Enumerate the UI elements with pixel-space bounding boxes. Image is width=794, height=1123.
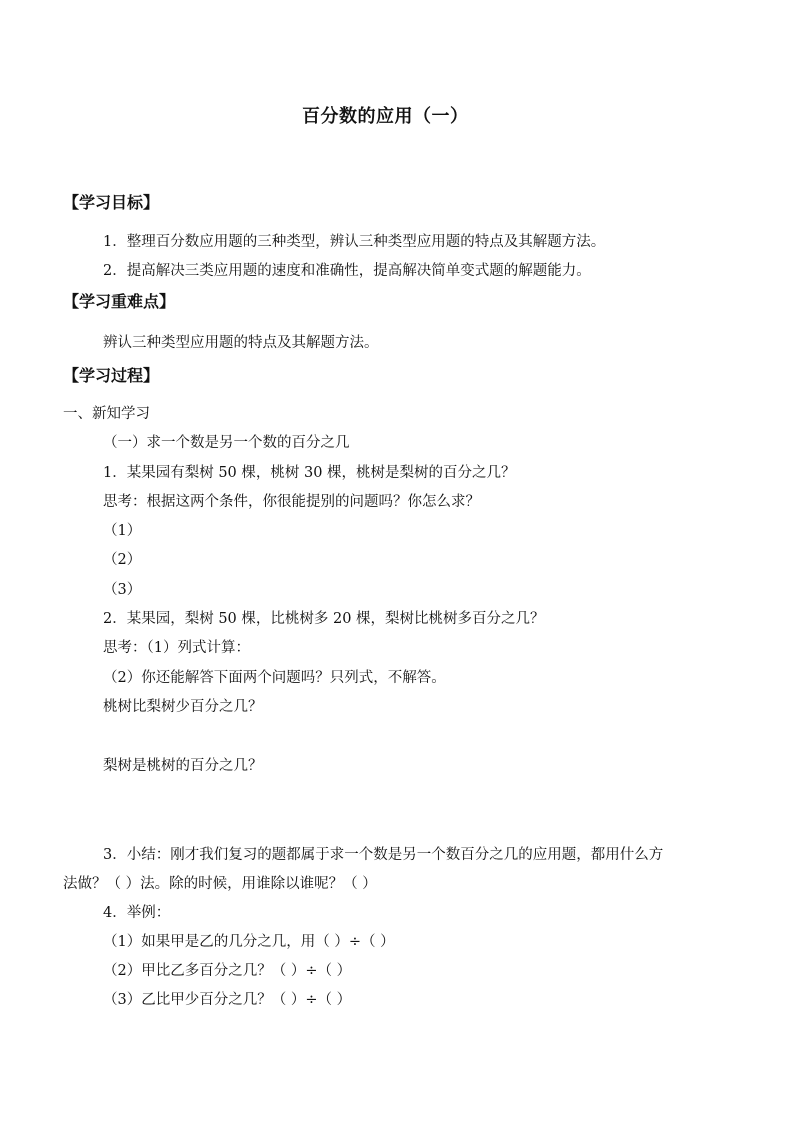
goal-item-1: 1．整理百分数应用题的三种类型，辨认三种类型应用题的特点及其解题方法。	[103, 234, 606, 250]
example-2: （2）甲比乙多百分之几？（ ）÷（ ）	[103, 963, 352, 979]
summary-line-2: 法做？（ ）法。除的时候，用谁除以谁呢？（ ）	[63, 876, 377, 892]
answer-blank-2: （2）	[103, 552, 142, 568]
question-2: 2．某果园，梨树 50 棵，比桃树多 20 棵，梨树比桃树多百分之几？	[103, 611, 545, 627]
summary-line-1: 3．小结：刚才我们复习的题都属于求一个数是另一个数百分之几的应用题，都用什么方	[103, 847, 664, 863]
goal-item-2: 2．提高解决三类应用题的速度和准确性，提高解决简单变式题的解题能力。	[103, 263, 591, 279]
key-points-text: 辨认三种类型应用题的特点及其解题方法。	[103, 335, 379, 351]
think-2: 思考：（1）列式计算：	[103, 640, 250, 656]
goals-heading: 【学习目标】	[63, 193, 160, 212]
think-1: 思考：根据这两个条件，你很能提别的问题吗？你怎么求？	[103, 494, 480, 510]
think-2b: （2）你还能解答下面两个问题吗？只列式，不解答。	[103, 670, 446, 686]
process-heading: 【学习过程】	[63, 366, 160, 385]
answer-blank-3: （3）	[103, 582, 142, 598]
question-1: 1．某果园有梨树 50 棵，桃树 30 棵，桃树是梨树的百分之几？	[103, 465, 516, 481]
page-title: 百分数的应用（一）	[302, 106, 469, 127]
example-heading: 4．举例：	[103, 905, 171, 921]
sub-question-b: 梨树是桃树的百分之几？	[103, 758, 263, 774]
example-3: （3）乙比甲少百分之几？（ ）÷（ ）	[103, 992, 352, 1008]
answer-blank-1: （1）	[103, 523, 142, 539]
sub-question-a: 桃树比梨树少百分之几？	[103, 699, 263, 715]
key-points-heading: 【学习重难点】	[63, 292, 176, 311]
part-1-heading: 一、新知学习	[63, 406, 150, 422]
sub-section-1: （一）求一个数是另一个数的百分之几	[103, 435, 350, 451]
example-1: （1）如果甲是乙的几分之几，用（ ）÷（ ）	[103, 934, 395, 950]
